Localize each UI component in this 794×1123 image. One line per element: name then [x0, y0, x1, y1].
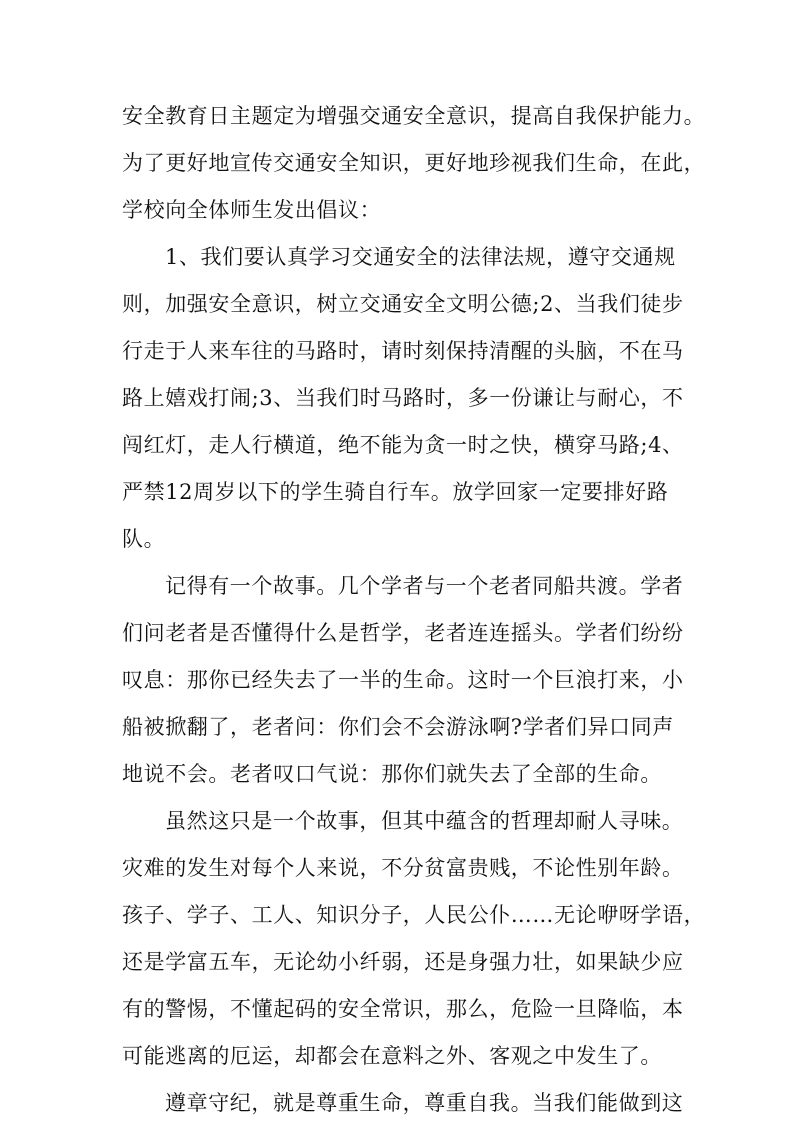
text-line: 还是学富五车，无论幼小纤弱，还是身强力壮，如果缺少应 — [122, 950, 684, 974]
text-line: 遵章守纪，就是尊重生命，尊重自我。当我们能做到这 — [165, 1091, 684, 1115]
text-line: 为了更好地宣传交通安全知识，更好地珍视我们生命，在此， — [122, 151, 706, 175]
text-line: 虽然这只是一个故事，但其中蕴含的哲理却耐人寻味。 — [165, 809, 684, 833]
text-line: 们问老者是否懂得什么是哲学，老者连连摇头。学者们纷纷 — [122, 621, 684, 645]
text-line: 行走于人来车往的马路时，请时刻保持清醒的头脑，不在马 — [122, 339, 684, 363]
text-line: 地说不会。老者叹口气说：那你们就失去了全部的生命。 — [122, 762, 662, 786]
text-line: 严禁12周岁以下的学生骑自行车。放学回家一定要排好路 — [122, 480, 669, 504]
text-line: 记得有一个故事。几个学者与一个老者同船共渡。学者 — [165, 574, 684, 598]
text-line: 闯红灯，走人行横道，绝不能为贪一时之快，横穿马路;4、 — [122, 433, 684, 457]
text-line: 队。 — [122, 527, 166, 551]
text-line: 灾难的发生对每个人来说，不分贫富贵贱，不论性别年龄。 — [122, 856, 684, 880]
text-line: 可能逃离的厄运，却都会在意料之外、客观之中发生了。 — [122, 1044, 662, 1068]
text-line: 则，加强安全意识，树立交通安全文明公德;2、当我们徒步 — [122, 292, 684, 316]
text-line: 叹息：那你已经失去了一半的生命。这时一个巨浪打来，小 — [122, 668, 684, 692]
text-line: 路上嬉戏打闹;3、当我们时马路时，多一份谦让与耐心，不 — [122, 386, 684, 410]
text-line: 孩子、学子、工人、知识分子，人民公仆……无论咿呀学语， — [122, 903, 706, 927]
text-line: 1、我们要认真学习交通安全的法律法规，遵守交通规 — [165, 245, 676, 269]
text-line: 有的警惕，不懂起码的安全常识，那么，危险一旦降临，本 — [122, 997, 684, 1021]
text-line: 学校向全体师生发出倡议： — [122, 198, 382, 222]
text-line: 船被掀翻了，老者问：你们会不会游泳啊?学者们异口同声 — [122, 715, 674, 739]
text-line: 安全教育日主题定为增强交通安全意识，提高自我保护能力。 — [122, 104, 706, 128]
